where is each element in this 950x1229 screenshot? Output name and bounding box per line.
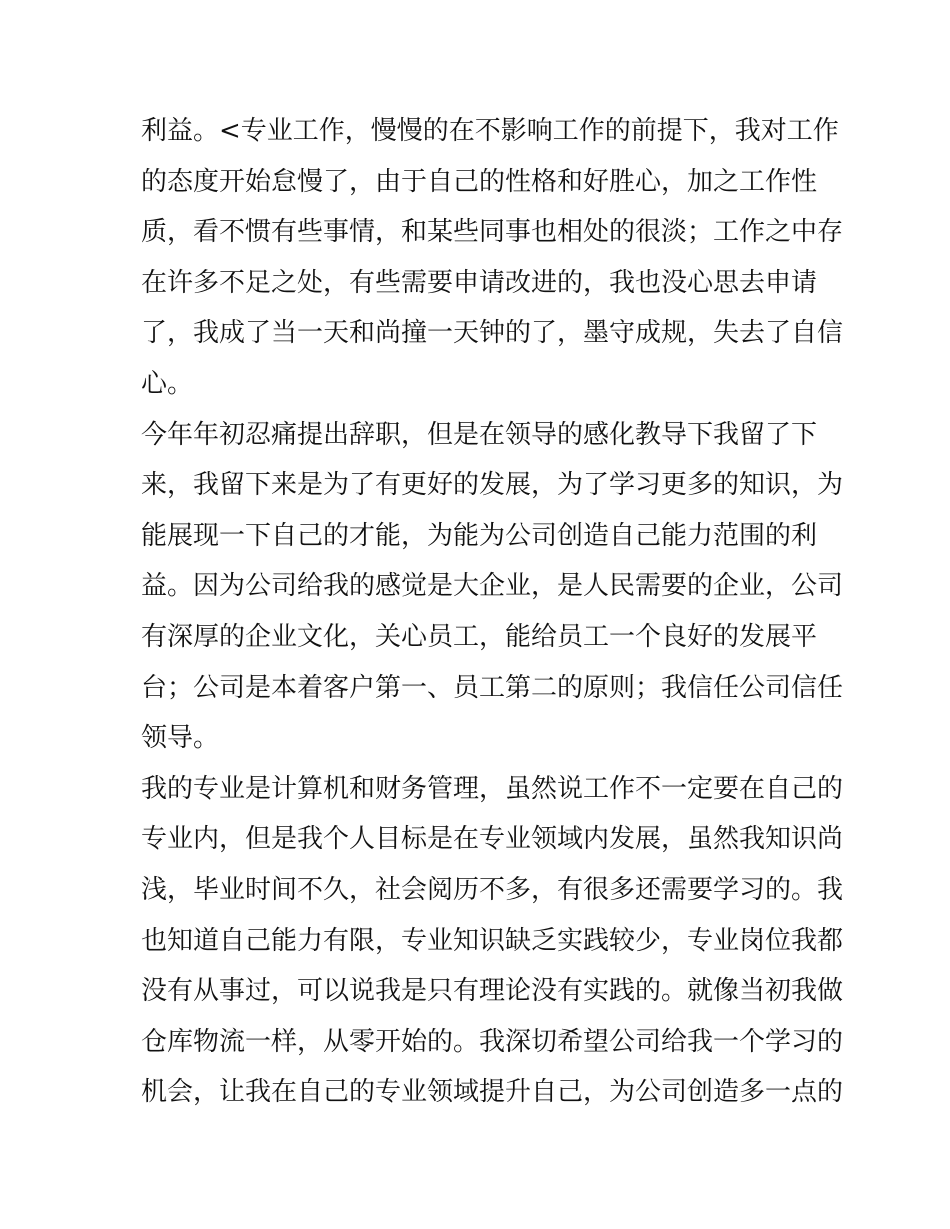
text-line: 今年年初忍痛提出辞职，但是在领导的感化教导下我留了下 (141, 419, 818, 450)
paragraph (141, 106, 844, 410)
paragraph (141, 410, 844, 764)
paragraph (141, 764, 844, 1118)
text-line: 台；公司是本着客户第一、员工第二的原则；我信任公司信任 (141, 672, 844, 703)
text-line: 领导。 (141, 723, 220, 754)
text-line: 了，我成了当一天和尚撞一天钟的了，墨守成规，失去了自信 (141, 318, 844, 349)
document-body (141, 106, 844, 1118)
text-line: 来，我留下来是为了有更好的发展，为了学习更多的知识，为 (141, 470, 844, 501)
text-line: 利益。<专业工作，慢慢的在不影响工作的前提下，我对工作 (141, 116, 839, 146)
text-line: 能展现一下自己的才能，为能为公司创造自己能力范围的利 (141, 520, 818, 551)
text-line: 我的专业是计算机和财务管理，虽然说工作不一定要在自己的 (141, 773, 844, 804)
text-line: 有深厚的企业文化，关心员工，能给员工一个良好的发展平 (141, 621, 818, 652)
text-line: 机会，让我在自己的专业领域提升自己，为公司创造多一点的 (141, 1077, 844, 1108)
text-line: 心。 (141, 368, 194, 399)
text-line: 在许多不足之处，有些需要申请改进的，我也没心思去申请 (141, 267, 818, 298)
text-line: 仓库物流一样，从零开始的。我深切希望公司给我一个学习的 (141, 1026, 844, 1057)
text-line: 也知道自己能力有限，专业知识缺乏实践较少，专业岗位我都 (141, 925, 844, 956)
text-line: 专业内，但是我个人目标是在专业领域内发展，虽然我知识尚 (141, 824, 844, 855)
text-line: 没有从事过，可以说我是只有理论没有实践的。就像当初我做 (141, 976, 844, 1007)
text-line: 质，看不惯有些事情，和某些同事也相处的很淡；工作之中存 (141, 217, 844, 248)
text-line: 益。因为公司给我的感觉是大企业，是人民需要的企业，公司 (141, 571, 844, 602)
text-line: 的态度开始怠慢了，由于自己的性格和好胜心，加之工作性 (141, 166, 818, 197)
text-line: 浅，毕业时间不久，社会阅历不多，有很多还需要学习的。我 (141, 874, 844, 905)
